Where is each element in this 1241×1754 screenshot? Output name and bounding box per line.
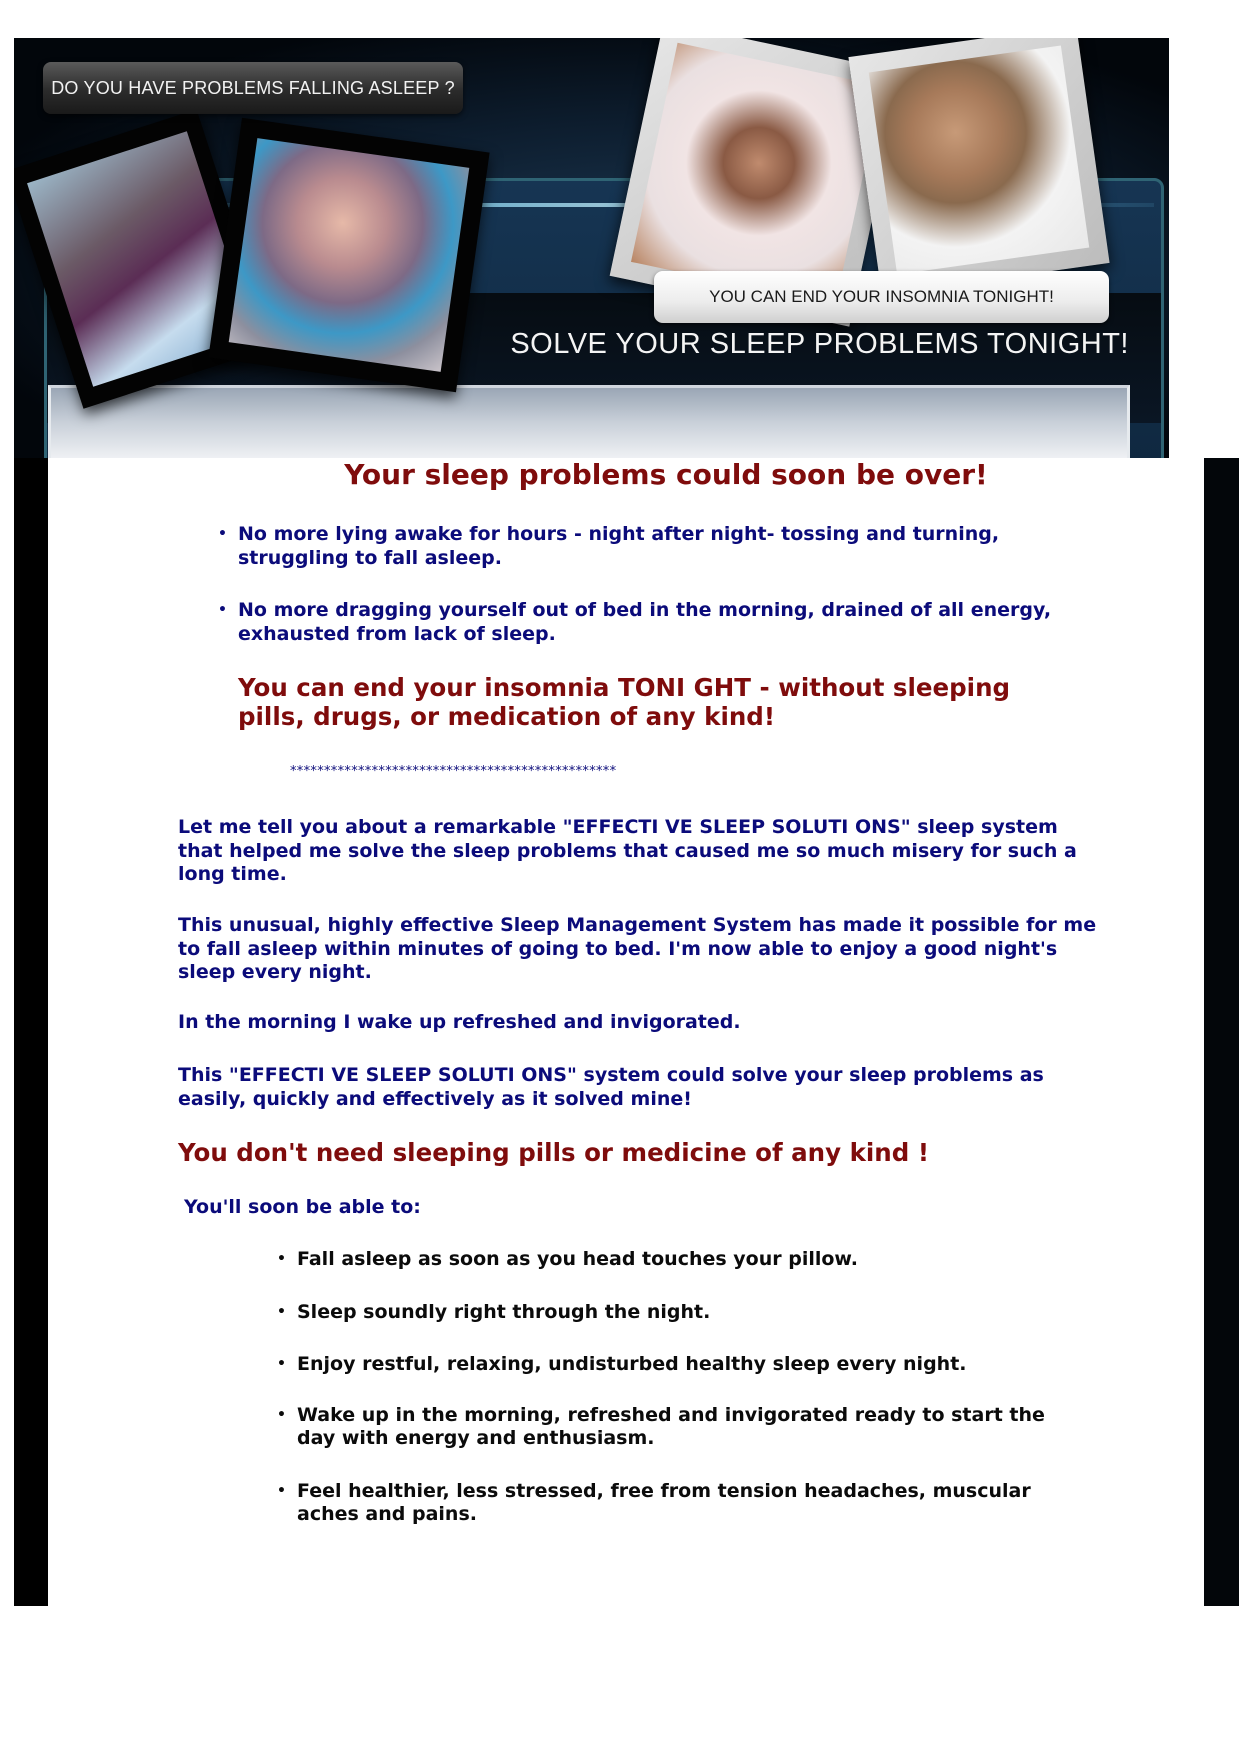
problem-question-label: DO YOU HAVE PROBLEMS FALLING ASLEEP ? bbox=[43, 62, 463, 114]
insomnia-tagline-label: YOU CAN END YOUR INSOMNIA TONIGHT! bbox=[654, 271, 1109, 323]
no-pills-subheadline: You don't need sleeping pills or medicine of any kind ! bbox=[178, 1138, 929, 1167]
sleepless-woman-photo bbox=[208, 118, 489, 392]
banner-silver-panel bbox=[48, 385, 1130, 458]
header-banner bbox=[14, 38, 1169, 458]
benefit-line: day with energy and enthusiasm. bbox=[297, 1427, 655, 1449]
emphasis-line: You can end your insomnia TONI GHT - without sleeping bbox=[238, 673, 1011, 702]
banner-title: SOLVE YOUR SLEEP PROBLEMS TONIGHT! bbox=[510, 328, 1129, 360]
list-item bbox=[218, 523, 1098, 570]
benefits-intro: You'll soon be able to: bbox=[184, 1196, 421, 1218]
emphasis-statement bbox=[238, 673, 1058, 731]
problem-line: struggling to fall asleep. bbox=[238, 546, 502, 569]
paragraph bbox=[178, 1064, 1138, 1111]
emphasis-line: pills, drugs, or medication of any kind! bbox=[238, 702, 776, 731]
benefit-line: Feel healthier, less stressed, free from tension headaches, muscular bbox=[297, 1479, 1031, 1502]
paragraph-line: sleep every night. bbox=[178, 961, 372, 983]
paragraph-line: Let me tell you about a remarkable "EFFECTI VE SLEEP SOLUTI ONS" sleep system bbox=[178, 816, 1058, 838]
paragraph-line: This "EFFECTI VE SLEEP SOLUTI ONS" system could solve your sleep problems as bbox=[178, 1064, 1044, 1086]
problem-line: No more dragging yourself out of bed in the morning, drained of all energy, bbox=[238, 599, 1052, 621]
benefit-line: Fall asleep as soon as you head touches your pillow. bbox=[297, 1248, 858, 1270]
problem-line: exhausted from lack of sleep. bbox=[238, 622, 556, 645]
sleeping-man-photo bbox=[848, 38, 1109, 295]
paragraph bbox=[178, 914, 1138, 985]
paragraph-line: easily, quickly and effectively as it solved mine! bbox=[178, 1087, 692, 1110]
benefit-line: aches and pains. bbox=[297, 1503, 477, 1525]
benefit-line: Enjoy restful, relaxing, undisturbed healthy sleep every night. bbox=[297, 1353, 967, 1375]
benefit-line: Sleep soundly right through the night. bbox=[297, 1300, 711, 1323]
paragraph-line: to fall asleep within minutes of going to bed. I'm now able to enjoy a good night's bbox=[178, 937, 1058, 960]
page-headline: Your sleep problems could soon be over! bbox=[344, 458, 988, 491]
paragraph-line: long time. bbox=[178, 863, 287, 885]
benefit-line: Wake up in the morning, refreshed and invigorated ready to start the bbox=[297, 1403, 1045, 1426]
asterisk-divider: ************************************************ bbox=[290, 764, 617, 779]
list-item bbox=[277, 1248, 1097, 1272]
right-border-bar bbox=[1204, 458, 1239, 1606]
benefits-list bbox=[277, 1248, 1097, 1527]
paragraph-line: This unusual, highly effective Sleep Management System has made it possible for me bbox=[178, 914, 1097, 936]
list-item bbox=[277, 1301, 1097, 1325]
list-item bbox=[218, 599, 1098, 646]
problem-line: No more lying awake for hours - night after night- tossing and turning, bbox=[238, 523, 1000, 545]
list-item bbox=[277, 1404, 1097, 1451]
list-item bbox=[277, 1480, 1097, 1527]
paragraph-line: In the morning I wake up refreshed and invigorated. bbox=[178, 1011, 741, 1033]
paragraph bbox=[178, 816, 1138, 887]
paragraph-line: that helped me solve the sleep problems that caused me so much misery for such a bbox=[178, 839, 1077, 862]
list-item bbox=[277, 1353, 1097, 1377]
paragraph bbox=[178, 1011, 1138, 1035]
main-content bbox=[48, 458, 1204, 1606]
left-border-bar bbox=[14, 458, 48, 1606]
problem-list bbox=[218, 523, 1098, 646]
